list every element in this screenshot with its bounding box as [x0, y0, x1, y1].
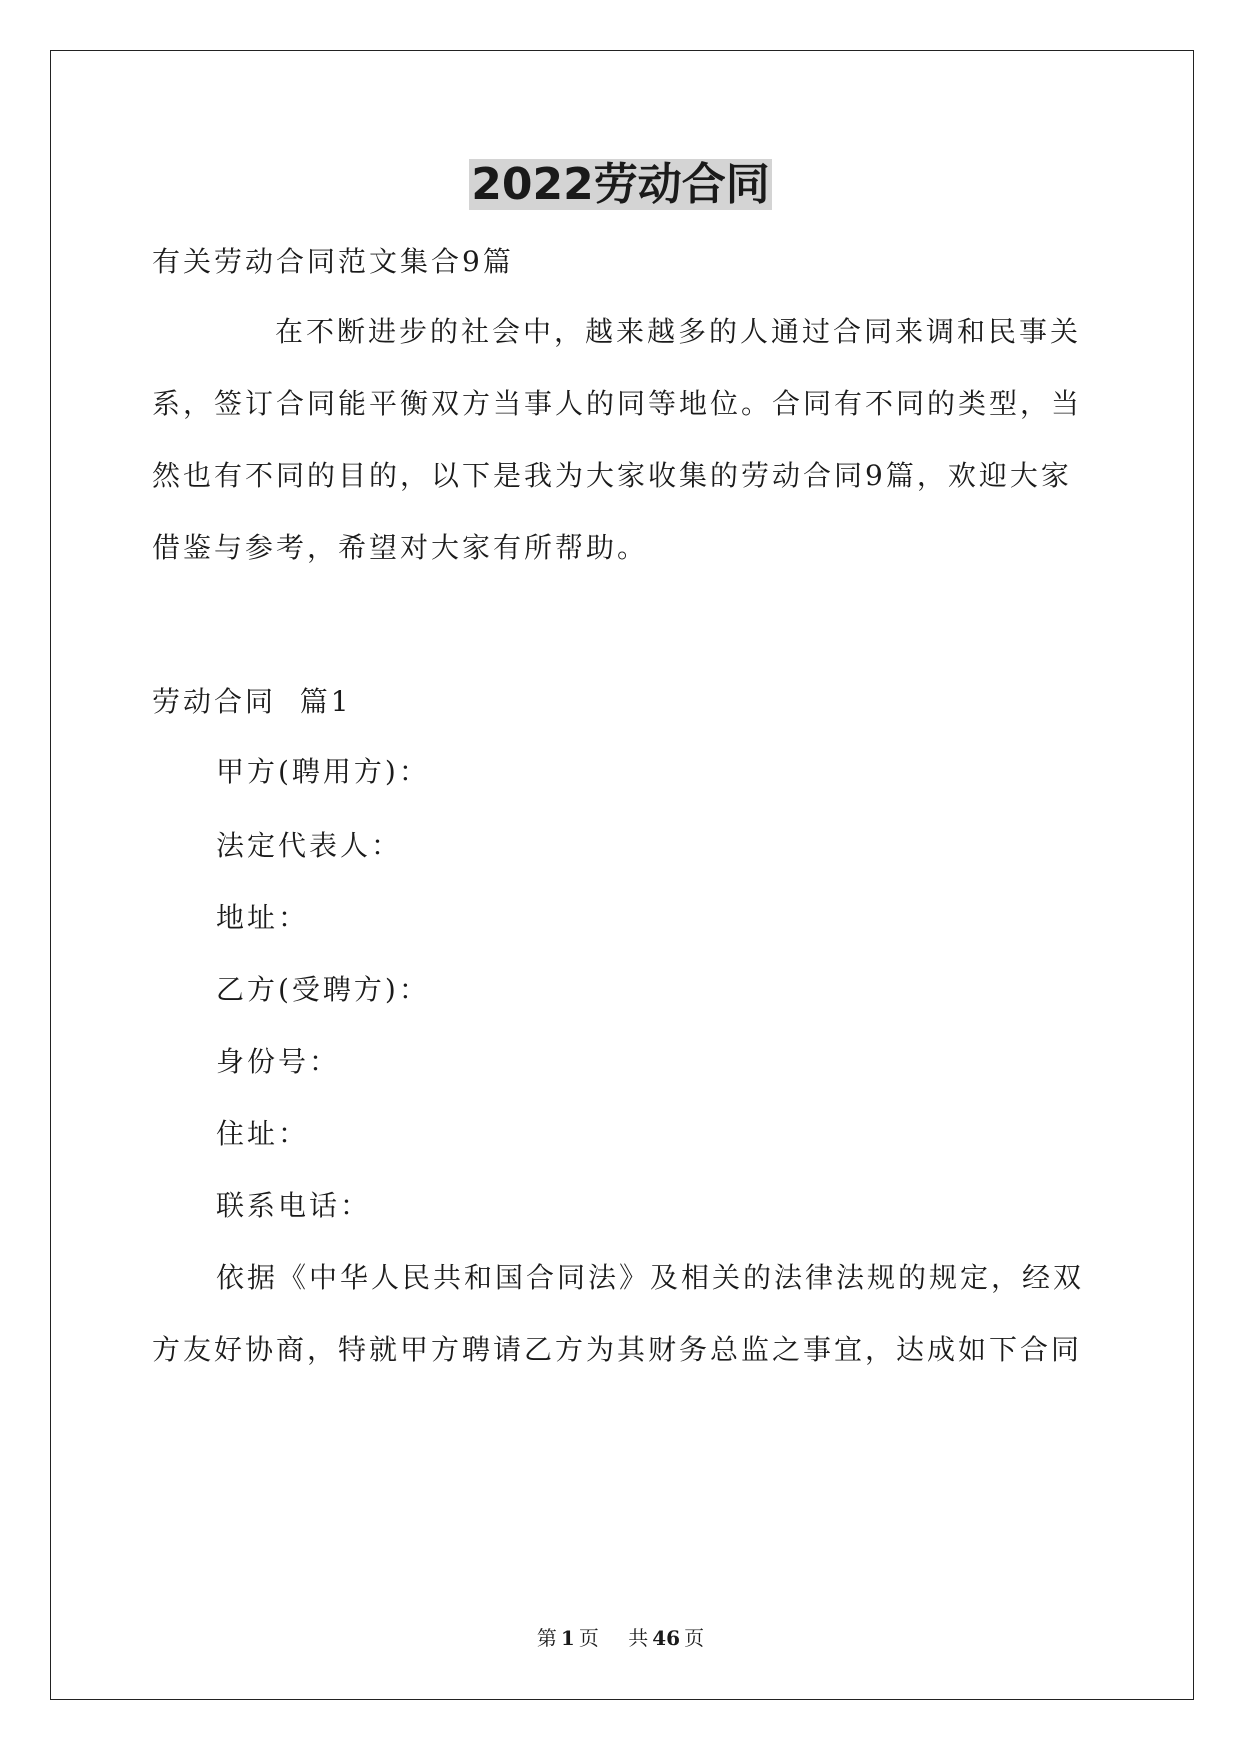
page-border [50, 50, 1194, 1700]
intro-line: 借鉴与参考，希望对大家有所帮助。 [152, 531, 649, 564]
document-title [0, 155, 1241, 215]
body-line: 方友好协商，特就甲方聘请乙方为其财务总监之事宜，达成如下合同 [152, 1333, 1083, 1366]
field-address: 地址： [216, 901, 310, 934]
page-current: 1 [560, 1626, 575, 1650]
document-subtitle: 有关劳动合同范文集合9篇 [152, 245, 514, 278]
field-id-number: 身份号： [216, 1045, 341, 1078]
body-line: 依据《中华人民共和国合同法》及相关的法律法规的规定，经双 [216, 1261, 1085, 1294]
total-label-prefix: 共 [628, 1626, 649, 1650]
page-label-mid: 页 [578, 1626, 599, 1650]
total-label-suffix: 页 [684, 1626, 705, 1650]
field-employer: 甲方(聘用方)： [216, 755, 430, 788]
field-residence: 住址： [216, 1117, 310, 1150]
intro-line: 系，签订合同能平衡双方当事人的同等地位。合同有不同的类型，当 [152, 387, 1083, 420]
intro-line: 在不断进步的社会中，越来越多的人通过合同来调和民事关 [275, 315, 1082, 348]
document-title-text: 2022劳动合同 [471, 159, 770, 210]
field-phone: 联系电话： [216, 1189, 372, 1222]
page-footer [0, 1624, 1241, 1652]
page-total: 46 [652, 1626, 681, 1650]
field-legal-representative: 法定代表人： [216, 829, 403, 862]
field-employee: 乙方(受聘方)： [216, 973, 430, 1006]
intro-line: 然也有不同的目的，以下是我为大家收集的劳动合同9篇，欢迎大家 [152, 459, 1072, 492]
section-heading: 劳动合同 篇1 [152, 685, 352, 718]
page-label-prefix: 第 [536, 1626, 557, 1650]
